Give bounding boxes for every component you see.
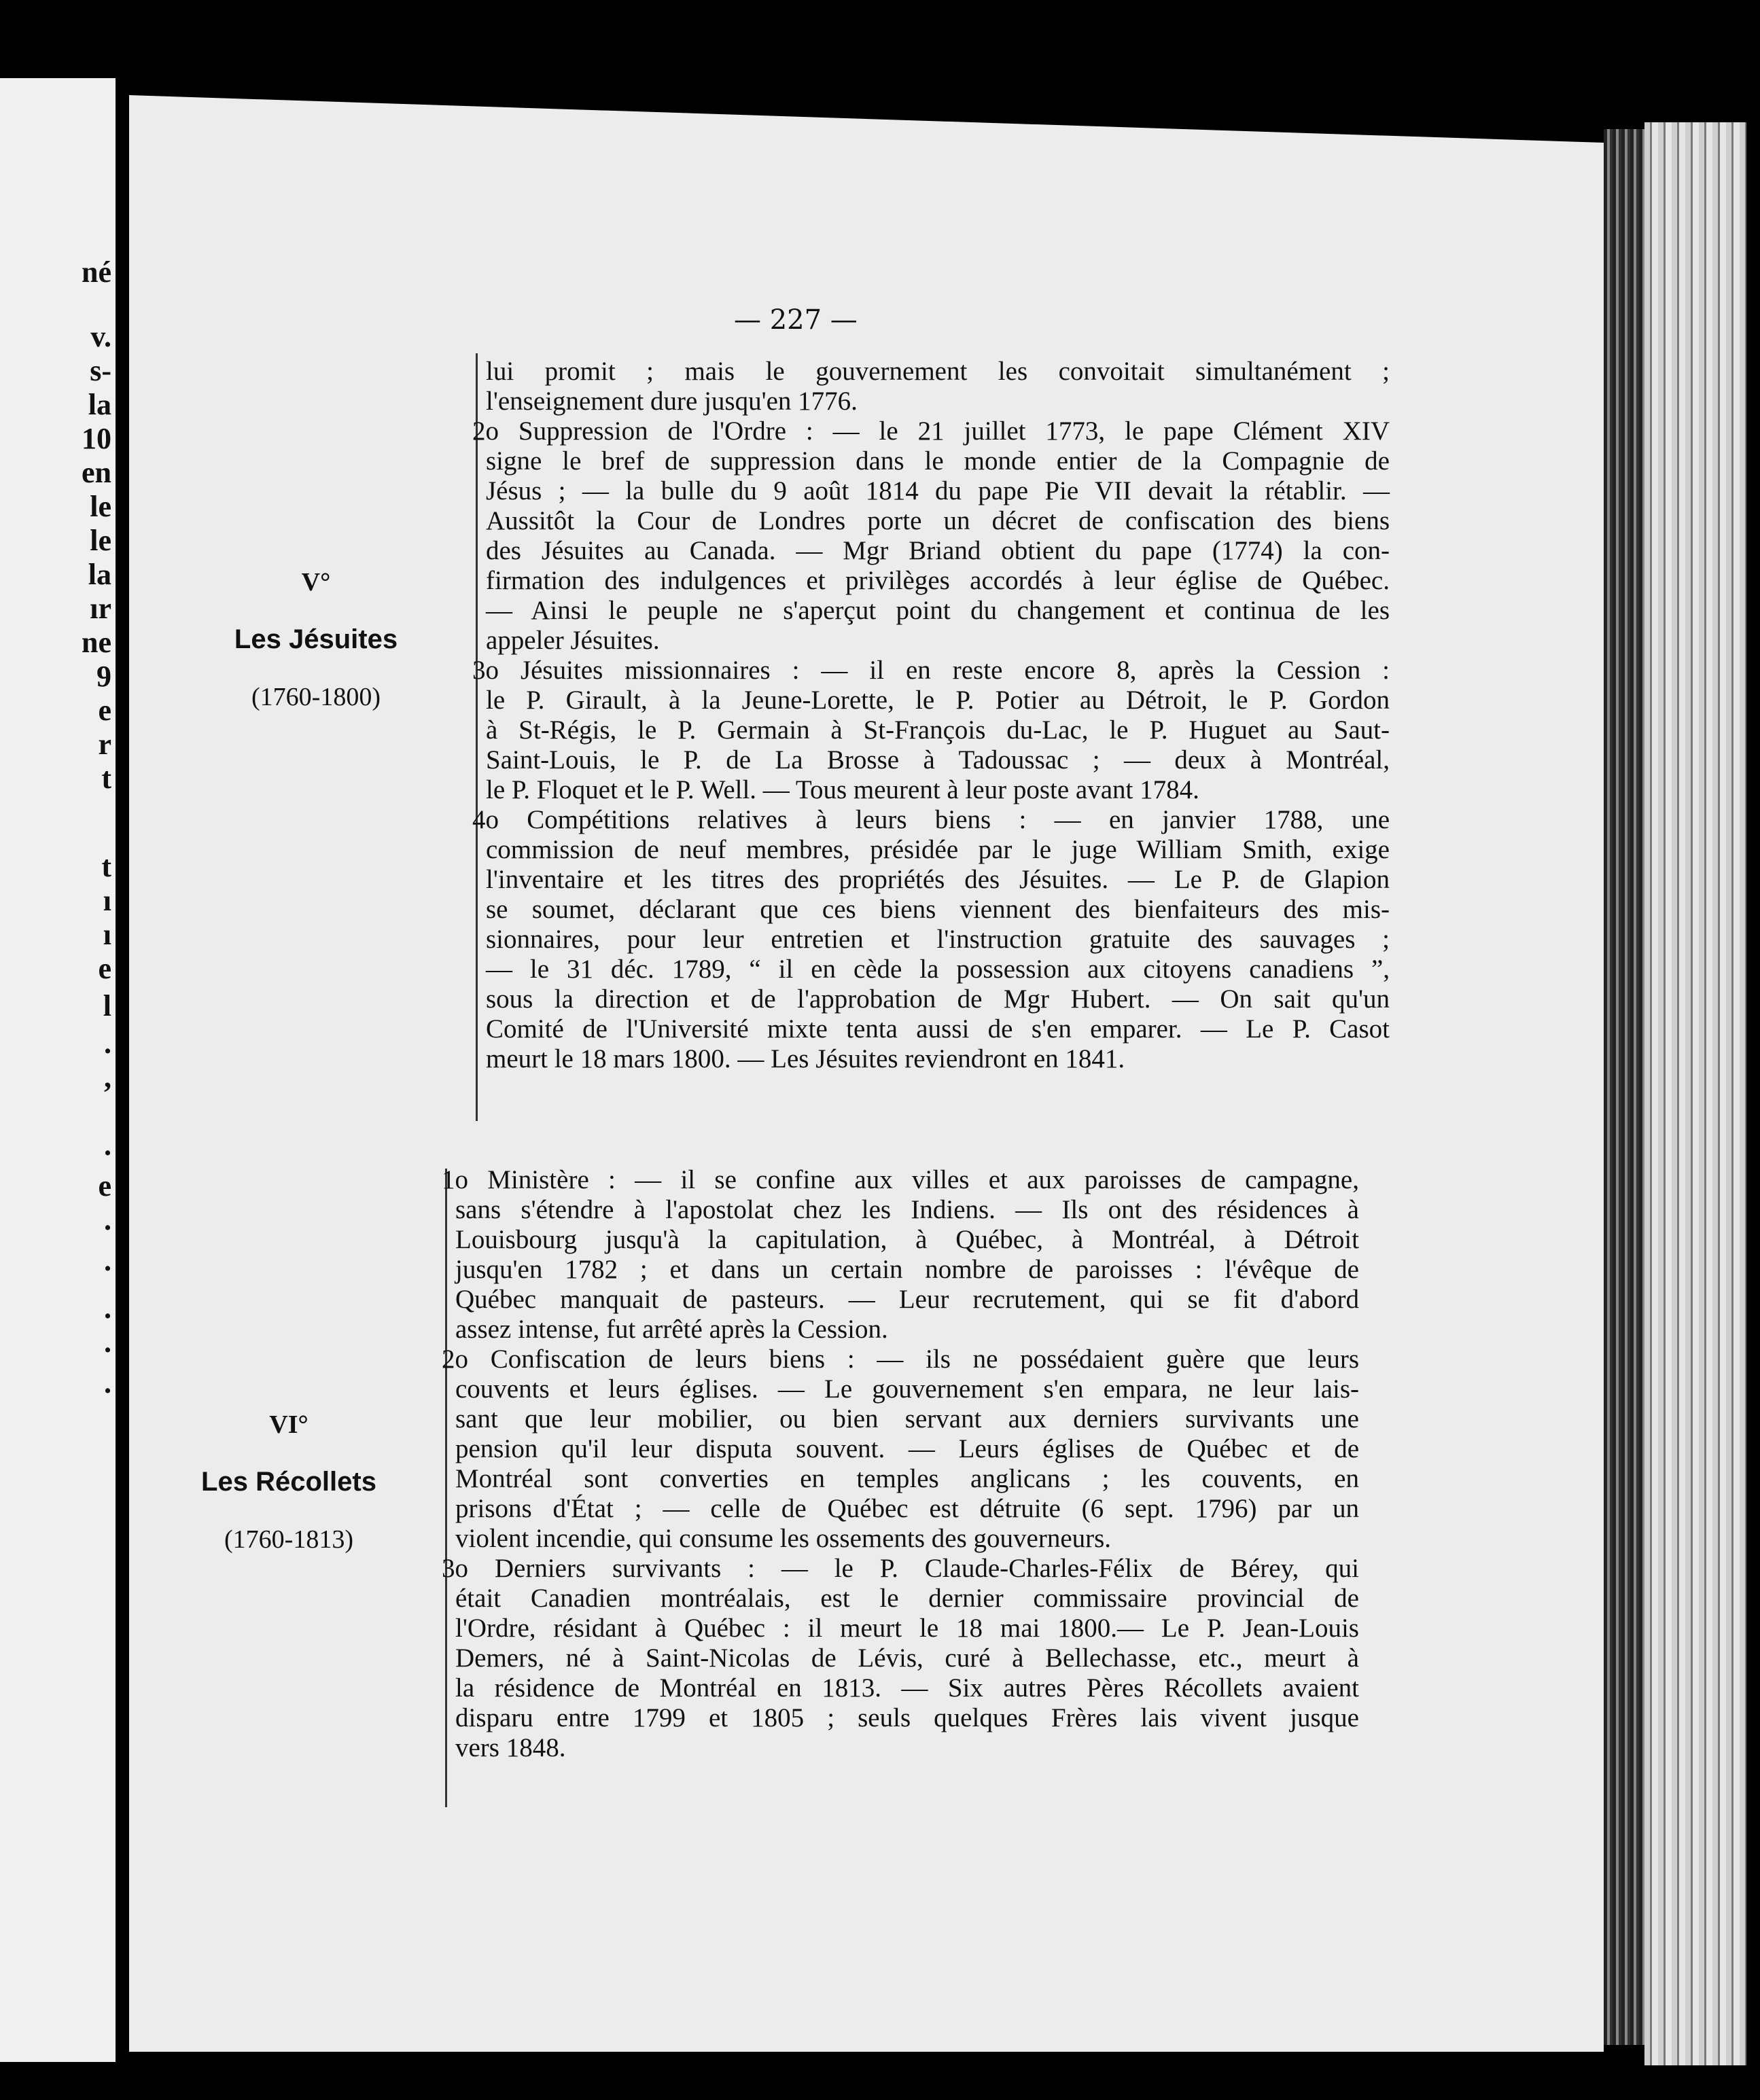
- left-page-text-fragment: .: [104, 1128, 111, 1162]
- left-page-text-fragment: .: [104, 1366, 111, 1400]
- left-page-text-fragment: .: [104, 1244, 111, 1277]
- page-number: — 227 —: [734, 304, 858, 336]
- text-line: Aussitôt la Cour de Londres porte un décret de confiscation des biens: [486, 506, 1390, 535]
- text-line: 3o Derniers survivants : — le P. Claude-Charles-Félix de Bérey, qui: [442, 1554, 1359, 1583]
- text-line: lui promit ; mais le gouvernement les convoitait simultanément ;: [486, 357, 1390, 386]
- text-line: disparu entre 1799 et 1805 ; seuls quelques Frères lais vivent jusque: [455, 1703, 1359, 1732]
- recollets-text: [442, 1165, 1359, 1763]
- left-page-text-fragment: ne: [82, 626, 111, 659]
- section-title: Les Jésuites: [234, 624, 398, 654]
- text-line: l'enseignement dure jusqu'en 1776.: [486, 387, 858, 416]
- text-line: Demers, né à Saint-Nicolas de Lévis, curé à Bellechasse, etc., meurt à: [455, 1643, 1359, 1673]
- text-line: l'inventaire et les titres des propriétés des Jésuites. — Le P. de Glapion: [486, 865, 1390, 894]
- text-line: 1o Ministère : — il se confine aux villes et aux paroisses de campagne,: [442, 1165, 1359, 1194]
- text-line: la résidence de Montréal en 1813. — Six autres Pères Récollets avaient: [455, 1673, 1359, 1703]
- left-page-text-fragment: l: [103, 989, 111, 1022]
- text-line: se soumet, déclarant que ces biens viennent des bienfaiteurs des mis-: [486, 895, 1390, 924]
- left-page-text-fragment: la: [88, 558, 111, 591]
- text-line: meurt le 18 mars 1800. — Les Jésuites reviendront en 1841.: [486, 1044, 1125, 1073]
- left-page-text-fragment: v.: [90, 320, 111, 353]
- left-page-text-fragment: .: [104, 1203, 111, 1236]
- text-line: 2o Confiscation de leurs biens : — ils ne possédaient guère que leurs: [442, 1345, 1359, 1374]
- text-line: vers 1848.: [455, 1733, 566, 1762]
- text-line: était Canadien montréalais, est le dernier commissaire provincial de: [455, 1584, 1359, 1613]
- text-line: violent incendie, qui consume les ossements des gouverneurs.: [455, 1524, 1112, 1553]
- text-line: firmation des indulgences et privilèges accordés à leur église de Québec.: [486, 566, 1390, 595]
- text-line: pension qu'il leur disputa souvent. — Leurs églises de Québec et de: [455, 1434, 1359, 1463]
- left-page-text-fragment: la: [88, 388, 111, 421]
- text-line: appeler Jésuites.: [486, 626, 660, 655]
- section-jesuites-label: [204, 567, 428, 712]
- text-line: le P. Floquet et le P. Well. — Tous meurent à leur poste avant 1784.: [486, 775, 1199, 804]
- left-page-text-fragment: .: [104, 1027, 111, 1060]
- left-page-text-fragment: s-: [90, 354, 111, 387]
- text-line: sans s'étendre à l'apostolat chez les Indiens. — Ils ont des résidences à: [455, 1195, 1359, 1224]
- section-years: (1760-1813): [224, 1525, 353, 1554]
- text-line: Louisbourg jusqu'à la capitulation, à Québec, à Montréal, à Détroit: [455, 1225, 1359, 1254]
- left-page-text-fragment: en: [82, 456, 111, 489]
- text-line: jusqu'en 1782 ; et dans un certain nombre de paroisses : l'évêque de: [455, 1255, 1359, 1284]
- text-line: l'Ordre, résidant à Québec : il meurt le 18 mai 1800.— Le P. Jean-Louis: [455, 1614, 1359, 1643]
- text-line: Saint-Louis, le P. de La Brosse à Tadoussac ; — deux à Montréal,: [486, 745, 1390, 775]
- text-line: sous la direction et de l'approbation de Mgr Hubert. — On sait qu'un: [486, 984, 1390, 1014]
- text-line: commission de neuf membres, présidée par le juge William Smith, exige: [486, 835, 1390, 864]
- text-line: prisons d'État ; — celle de Québec est détruite (6 sept. 1796) par un: [455, 1494, 1359, 1523]
- section-bracket: [445, 1169, 447, 1807]
- page-edge: [1604, 129, 1644, 2045]
- left-page-text-fragment: .: [104, 1325, 111, 1359]
- left-page-text-fragment: r: [98, 728, 111, 761]
- left-page-text-fragment: e: [98, 694, 111, 727]
- text-line: des Jésuites au Canada. — Mgr Briand obtient du pape (1774) la con-: [486, 536, 1390, 565]
- text-line: Jésus ; — la bulle du 9 août 1814 du pape Pie VII devait la rétablir. —: [486, 476, 1390, 505]
- left-page-text-fragment: ı: [103, 884, 111, 917]
- left-page-text-fragment: ı: [103, 918, 111, 951]
- left-page-text-fragment: le: [90, 524, 111, 557]
- text-line: — le 31 déc. 1789, “ il en cède la possession aux citoyens canadiens ”,: [486, 955, 1390, 984]
- text-line: Montréal sont converties en temples anglicans ; les couvents, en: [455, 1464, 1359, 1493]
- left-page-text-fragment: e: [98, 1169, 111, 1203]
- text-line: 3o Jésuites missionnaires : — il en reste encore 8, après la Cession :: [472, 656, 1390, 685]
- text-line: couvents et leurs églises. — Le gouvernement s'en empara, ne leur lais-: [455, 1374, 1359, 1404]
- text-line: Comité de l'Université mixte tenta aussi de s'en emparer. — Le P. Casot: [486, 1014, 1390, 1044]
- left-page-text-fragment: t: [101, 762, 111, 795]
- section-recollets-label: [177, 1410, 401, 1554]
- text-line: signe le bref de suppression dans le monde entier de la Compagnie de: [486, 446, 1390, 476]
- text-line: sionnaires, pour leur entretien et l'instruction gratuite des sauvages ;: [486, 925, 1390, 954]
- left-page-text-fragment: t: [101, 850, 111, 883]
- text-line: sant que leur mobilier, ou bien servant aux derniers survivants une: [455, 1404, 1359, 1434]
- book-gutter: [116, 0, 129, 2100]
- book-cover-edge: [1644, 122, 1746, 2065]
- section-bracket: [476, 353, 478, 1121]
- text-line: assez intense, fut arrêté après la Cession.: [455, 1315, 888, 1344]
- left-page-text-fragment: e: [98, 952, 111, 985]
- left-page-text-fragment: 10: [82, 422, 111, 455]
- text-line: — Ainsi le peuple ne s'aperçut point du changement et continua de les: [486, 596, 1390, 625]
- left-page-text-fragment: ,: [104, 1061, 111, 1094]
- section-years: (1760-1800): [251, 683, 381, 711]
- text-line: le P. Girault, à la Jeune-Lorette, le P. Potier au Détroit, le P. Gordon: [486, 686, 1390, 715]
- section-title: Les Récollets: [201, 1467, 376, 1497]
- left-page-text-fragment: né: [82, 255, 111, 289]
- text-line: 2o Suppression de l'Ordre : — le 21 juillet 1773, le pape Clément XIV: [472, 416, 1390, 446]
- left-page-text-fragment: le: [90, 490, 111, 523]
- text-line: à St-Régis, le P. Germain à St-François du-Lac, le P. Huguet au Saut-: [486, 715, 1390, 745]
- left-page-text-fragment: ır: [90, 592, 111, 625]
- section-roman: V°: [301, 568, 331, 597]
- text-line: Québec manquait de pasteurs. — Leur recrutement, qui se fit d'abord: [455, 1285, 1359, 1314]
- left-page-fragment: [0, 78, 116, 2062]
- left-page-text-fragment: 9: [96, 660, 111, 693]
- left-page-text-fragment: .: [104, 1292, 111, 1325]
- jesuites-text: [472, 357, 1390, 1074]
- section-roman: VI°: [269, 1410, 309, 1439]
- text-line: 4o Compétitions relatives à leurs biens : — en janvier 1788, une: [472, 805, 1390, 834]
